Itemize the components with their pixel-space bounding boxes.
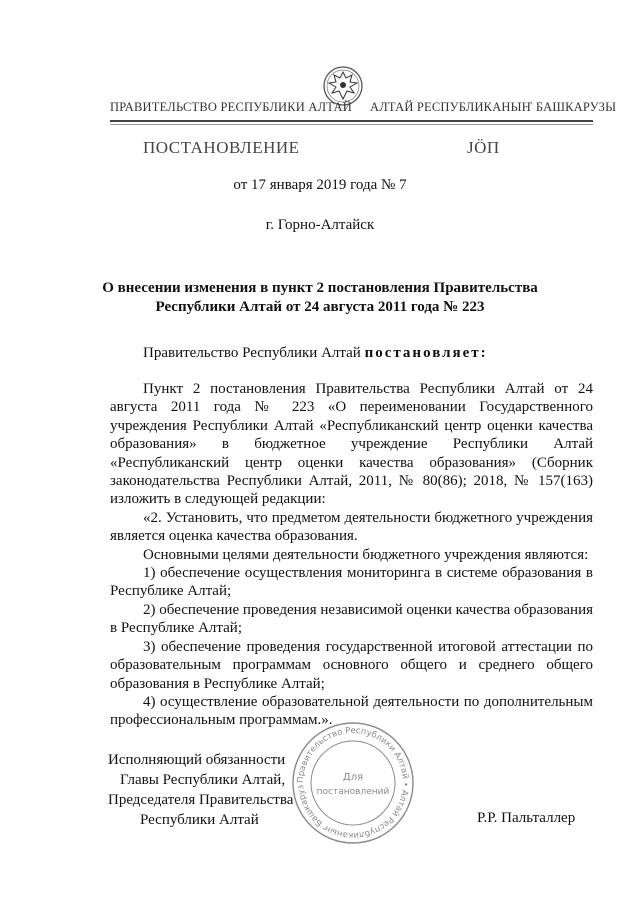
signature-position-line-2: Главы Республики Алтай,	[120, 772, 286, 788]
body-paragraph: 2) обеспечение проведения независимой оценки качества образования в Республике Алтай;	[110, 601, 593, 637]
document-title-line-1: О внесении изменения в пункт 2 постановления Правительства	[102, 280, 538, 296]
document-body	[110, 380, 593, 730]
signature-position-line-4: Республики Алтай	[140, 812, 259, 828]
document-type-russian: ПОСТАНОВЛЕНИЕ	[143, 138, 300, 157]
signer-name: Р.Р. Пальталлер	[477, 810, 576, 826]
stamp-ring-text: Правительство Республики Алтай • Алтай Республиканыҥ Башкаруз	[295, 725, 411, 841]
body-paragraph: «2. Установить, что предметом деятельности бюджетного учреждения является оценка качества образования.	[110, 509, 593, 545]
document-date: от 17 января 2019 года № 7	[233, 177, 407, 193]
stamp-center-line-2: постановлений	[316, 787, 390, 797]
preamble	[143, 345, 488, 362]
body-paragraph: Основными целями деятельности бюджетного учреждения являются:	[143, 546, 589, 563]
header-divider-thin	[110, 124, 593, 125]
government-name-altai: АЛТАЙ РЕСПУБЛИКАНЫҤ БАШКАРУЗЫ	[370, 100, 617, 114]
signature-position-line-3: Председателя Правительства	[108, 792, 294, 808]
government-name-russian: ПРАВИТЕЛЬСТВО РЕСПУБЛИКИ АЛТАЙ	[110, 100, 352, 114]
body-paragraph: 4) осуществление образовательной деятельности по дополнительным профессиональным программам.».	[110, 693, 593, 729]
header-divider	[110, 120, 593, 122]
preamble-text: Правительство Республики Алтай	[143, 345, 365, 361]
body-paragraph: Пункт 2 постановления Правительства Республики Алтай от 24 августа 2011 года № 223 «О переименовании Государственного учреждения Республики Алтай «Республиканский центр оценки качества образования» в бюджетное учреждение Республики Алтай «Республиканский центр оценки качества образования» (Сборник законодательства Республики Алтай, 2011, № 80(86); 2018, № 157(163) изложить в следующей редакции:	[110, 381, 593, 508]
preamble-emphasis: постановляет:	[364, 345, 488, 361]
signature-position-line-1: Исполняющий обязанности	[108, 752, 286, 768]
body-paragraph: 3) обеспечение проведения государственной итоговой аттестации по образовательным программам основного общего и среднего общего образования в Республике Алтай;	[110, 638, 593, 692]
body-paragraph: 1) обеспечение осуществления мониторинга в системе образования в Республике Алтай;	[110, 565, 593, 600]
document-city: г. Горно-Алтайск	[265, 217, 375, 233]
document-title-line-2: Республики Алтай от 24 августа 2011 года № 223	[155, 299, 485, 315]
official-stamp	[288, 718, 418, 848]
document-type-altai: ЈӦП	[467, 138, 500, 157]
signature-block	[108, 750, 293, 830]
stamp-center-line-1: Для	[342, 772, 364, 783]
